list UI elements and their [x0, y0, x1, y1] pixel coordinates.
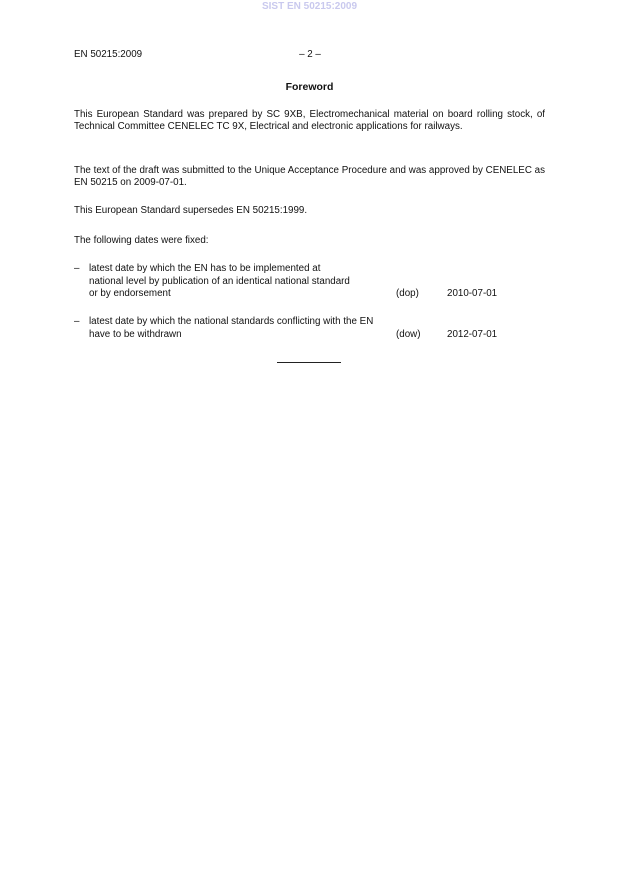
list-dash: – — [74, 263, 80, 274]
list-item-date: 2010-07-01 — [447, 288, 498, 299]
list-item-dop — [74, 263, 545, 303]
header-page-number: – 2 – — [299, 49, 321, 60]
list-item-abbr: (dop) — [396, 288, 419, 299]
list-item-dow — [74, 316, 545, 344]
paragraph-dates-intro: The following dates were fixed: — [74, 235, 209, 246]
paragraph-prepared-by: This European Standard was prepared by SC 9XB, Electromechanical material on board rolling stock, of Technical Committee CENELEC TC 9X, Electrical and electronic applications for railways. — [74, 109, 545, 132]
section-title: Foreword — [285, 81, 334, 93]
list-dash: – — [74, 316, 80, 327]
watermark: SIST EN 50215:2009 — [261, 1, 358, 12]
paragraph-supersedes: This European Standard supersedes EN 50215:1999. — [74, 205, 308, 216]
end-rule-divider — [277, 362, 341, 363]
list-item-date: 2012-07-01 — [447, 328, 498, 340]
list-item-text: latest date by which the EN has to be implemented at national level by publication of an identical national standard or by endorsement — [89, 263, 350, 299]
list-item-abbr: (dow) — [396, 328, 421, 340]
header-doc-id: EN 50215:2009 — [74, 49, 143, 60]
list-item-text: latest date by which the national standards conflicting with the EN have to be withdrawn — [89, 316, 374, 340]
paragraph-approval: The text of the draft was submitted to the Unique Acceptance Procedure and was approved by CENELEC as EN 50215 on 2009-07-01. — [74, 165, 545, 188]
